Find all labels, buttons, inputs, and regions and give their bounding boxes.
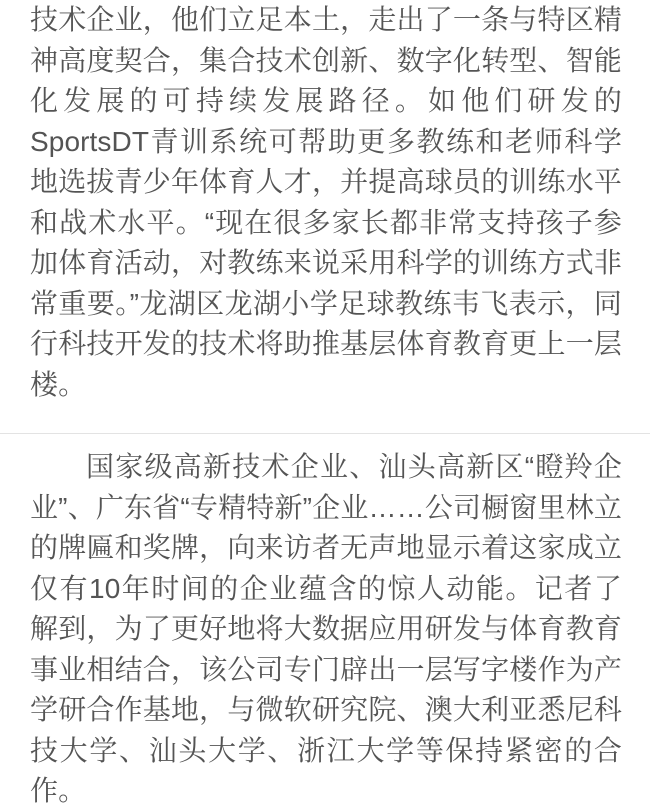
- paragraph-block-2: [0, 447, 650, 812]
- paragraph-divider: [0, 433, 650, 434]
- paragraph-block-1: [0, 0, 650, 405]
- article-paragraph-1: 技术企业，他们立足本土，走出了一条与特区精神高度契合，集合技术创新、数字化转型、智能化发展的可持续发展路径。如他们研发的SportsDT青训系统可帮助更多教练和老师科学地选拔青少年体育人才，并提高球员的训练水平和战术水平。“现在很多家长都非常支持孩子参加体育活动，对教练来说采用科学的训练方式非常重要。”龙湖区龙湖小学足球教练韦飞表示，同行科技开发的技术将助推基层体育教育更上一层楼。: [30, 4, 622, 400]
- article-paragraph-2: 国家级高新技术企业、汕头高新区“瞪羚企业”、广东省“专精特新”企业……公司橱窗里林立的牌匾和奖牌，向来访者无声地显示着这家成立仅有10年时间的企业蕴含的惊人动能。记者了解到，为了更好地将大数据应用研发与体育教育事业相结合，该公司专门辟出一层写字楼作为产学研合作基地，与微软研究院、澳大利亚悉尼科技大学、汕头大学、浙江大学等保持紧密的合作。: [30, 451, 622, 806]
